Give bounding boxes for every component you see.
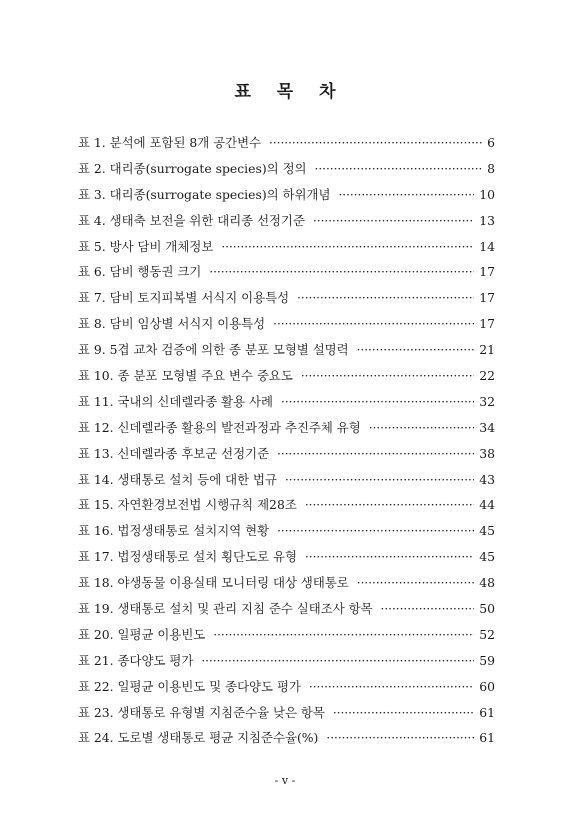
dot-leader [273,312,474,338]
page-number: - v - [274,774,296,787]
toc-entry[interactable] [78,674,495,700]
toc-entry-page: 43 [479,471,495,487]
toc-entry[interactable] [78,182,495,208]
toc-entry-label: 표 4. 생태축 보전을 위한 대리종 선정기준 [78,212,305,228]
toc-entry-label: 표 12. 신데렐라종 활용의 발전과정과 추진주체 유형 [78,419,361,435]
toc-entry[interactable] [78,259,495,285]
toc-entry[interactable] [78,156,495,182]
toc-entry[interactable] [78,130,495,156]
toc-entry[interactable] [78,648,495,674]
toc-entry-page: 17 [479,290,495,306]
toc-entry[interactable] [78,596,495,622]
dot-leader [357,338,475,364]
toc-entry[interactable] [78,285,495,311]
toc-entry-label: 표 3. 대리종(surrogate species)의 하위개념 [78,186,331,202]
toc-entry-label: 표 23. 생태통로 유형별 지침준수율 낮은 항목 [78,704,325,720]
dot-leader [333,701,474,727]
toc-entry-page: 44 [479,497,495,513]
toc-entry-label: 표 10. 종 분포 모형별 주요 변수 중요도 [78,368,293,384]
toc-entry[interactable] [78,700,495,726]
toc-entry-label: 표 22. 일평균 이용빈도 및 종다양도 평가 [78,678,301,694]
toc-entry-page: 10 [479,186,495,202]
toc-entry-label: 표 15. 자연환경보전법 시행규칙 제28조 [78,497,297,513]
toc-entry-page: 22 [479,368,495,384]
toc-entry-page: 8 [487,160,495,176]
dot-leader [301,364,474,390]
toc-entry-page: 21 [479,342,495,358]
dot-leader [281,390,474,416]
toc-entry-page: 61 [479,730,495,746]
toc-entry-label: 표 9. 5겹 교차 검증에 의한 종 분포 모형별 설명력 [78,342,349,358]
toc-entry[interactable] [78,622,495,648]
toc-entry-label: 표 20. 일평균 이용빈도 [78,626,206,642]
toc-entry-page: 38 [479,445,495,461]
toc-entry-label: 표 8. 담비 임상별 서식지 이용특성 [78,316,266,332]
toc-entry[interactable] [78,311,495,337]
toc-entry-page: 59 [479,652,495,668]
dot-leader [277,519,474,545]
dot-leader [369,416,474,442]
toc-entry-label: 표 18. 야생동물 이용실태 모니터링 대상 생태통로 [78,575,349,591]
toc-entry-label: 표 7. 담비 토지피복별 서식지 이용특성 [78,290,290,306]
dot-leader [297,286,474,312]
toc-entry[interactable] [78,441,495,467]
toc-entry-label: 표 24. 도로별 생태통로 평균 지침준수율(%) [78,730,319,746]
toc-entry-page: 17 [479,316,495,332]
dot-leader [269,131,482,157]
toc-entry[interactable] [78,544,495,570]
dot-leader [305,493,474,519]
dot-leader [285,468,474,494]
toc-entry-label: 표 11. 국내의 신데렐라종 활용 사례 [78,393,273,409]
toc-entry-page: 14 [479,238,495,254]
dot-leader [309,675,474,701]
toc-entry-label: 표 21. 종다양도 평가 [78,652,194,668]
toc-entry-page: 60 [479,678,495,694]
dot-leader [338,183,474,209]
toc-entry-label: 표 19. 생태통로 설치 및 관리 지침 준수 실태조사 항목 [78,601,373,617]
toc-entry-page: 61 [479,704,495,720]
toc-entry[interactable] [78,363,495,389]
dot-leader [357,571,474,597]
toc-entry-label: 표 2. 대리종(surrogate species)의 정의 [78,160,307,176]
toc-entry-page: 6 [487,135,495,150]
table-of-contents [78,130,495,751]
toc-entry-page: 52 [479,626,495,642]
dot-leader [221,235,474,261]
dot-leader [305,545,474,571]
toc-entry[interactable] [78,518,495,544]
toc-entry-page: 13 [479,212,495,228]
page-title: 표 목 차 [234,82,346,102]
toc-entry-label: 표 16. 법정생태통로 설치지역 현황 [78,523,270,539]
toc-entry[interactable] [78,467,495,493]
toc-entry[interactable] [78,492,495,518]
dot-leader [209,260,474,286]
toc-entry-page: 34 [479,419,495,435]
toc-entry-label: 표 14. 생태통로 설치 등에 대한 법규 [78,471,277,487]
toc-entry-page: 48 [479,575,495,591]
toc-entry[interactable] [78,208,495,234]
dot-leader [313,209,474,235]
toc-entry[interactable] [78,389,495,415]
toc-entry[interactable] [78,725,495,751]
toc-entry-label: 표 17. 법정생태통로 설치 횡단도로 유형 [78,549,297,565]
toc-entry-page: 45 [479,523,495,539]
toc-entry-page: 32 [479,393,495,409]
dot-leader [315,157,483,183]
toc-entry-page: 50 [479,601,495,617]
toc-entry-label: 표 5. 방사 담비 개체정보 [78,238,214,254]
toc-entry-label: 표 1. 분석에 포함된 8개 공간변수 [78,135,262,150]
toc-entry-label: 표 13. 신데렐라종 후보군 선정기준 [78,445,270,461]
toc-entry[interactable] [78,570,495,596]
toc-entry[interactable] [78,337,495,363]
toc-entry[interactable] [78,234,495,260]
toc-entry-page: 45 [479,549,495,565]
toc-entry-page: 17 [479,264,495,280]
dot-leader [213,623,474,649]
dot-leader [277,442,474,468]
toc-entry[interactable] [78,415,495,441]
dot-leader [381,597,475,623]
dot-leader [201,649,474,675]
dot-leader [326,726,474,752]
toc-entry-label: 표 6. 담비 행동권 크기 [78,264,202,280]
